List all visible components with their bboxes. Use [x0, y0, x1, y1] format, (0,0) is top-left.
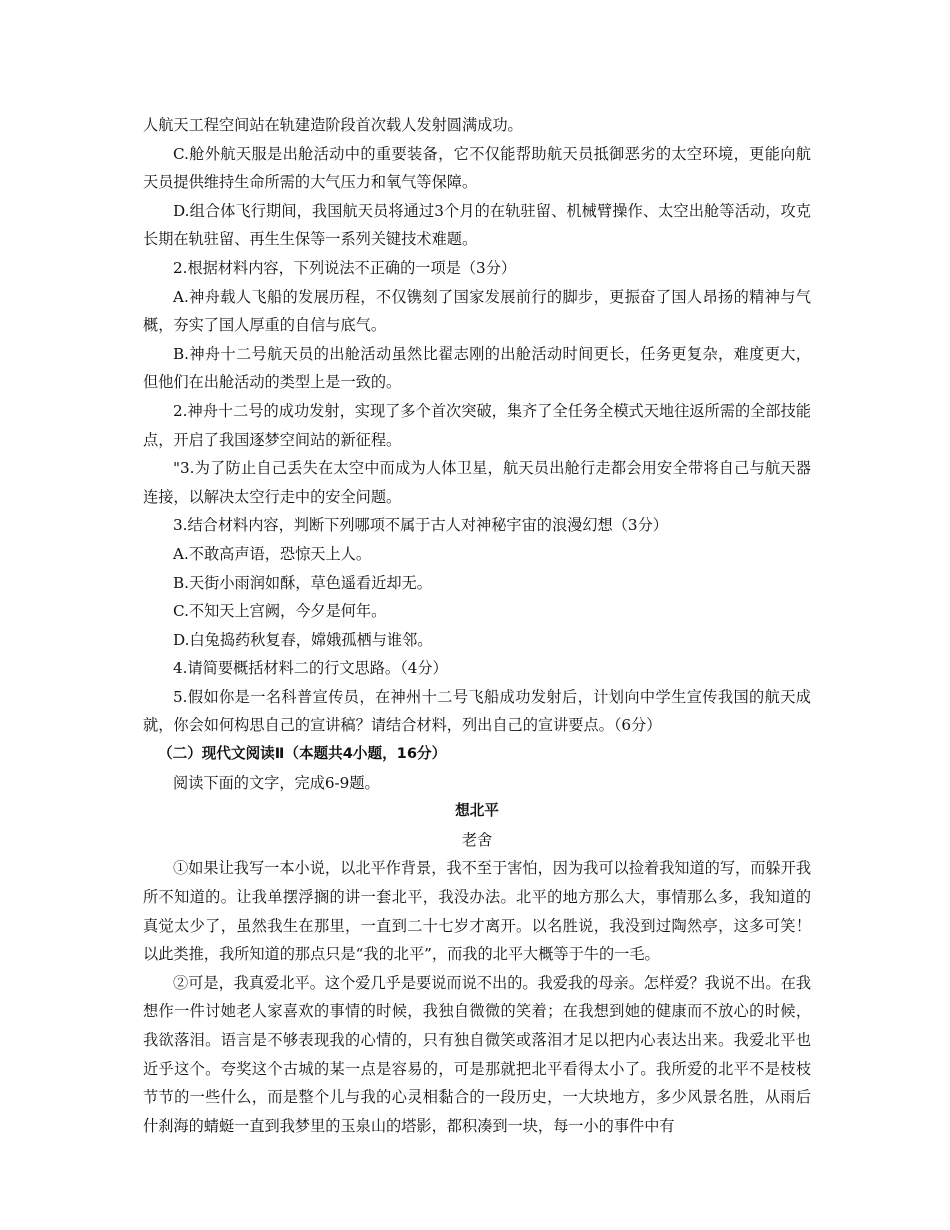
paragraph: D.组合体飞行期间，我国航天员将通过3个月的在轨驻留、机械臂操作、太空出舱等活动，攻克长期在轨驻留、再生生保等一系列关键技术难题。 [143, 201, 811, 249]
paragraph: D.白兔捣药秋复春，嫦娥孤栖与谁邻。 [173, 630, 433, 649]
paragraph: A.不敢高声语，恐惊天上人。 [173, 544, 372, 563]
paragraph: C.舱外航天服是出舱活动中的重要装备，它不仅能帮助航天员抵御恶劣的太空环境，更能向航天员提供维持生命所需的大气压力和氧气等保障。 [143, 144, 811, 192]
paragraph: A.神舟载人飞船的发展历程，不仅镌刻了国家发展前行的脚步，更振奋了国人昂扬的精神与气概，夯实了国人厚重的自信与底气。 [143, 287, 811, 335]
paragraph: C.不知天上宫阙，今夕是何年。 [173, 602, 387, 621]
paragraph: B.天街小雨润如酥，草色遥看近却无。 [173, 573, 432, 592]
document-body [143, 111, 811, 1140]
paragraph: ②可是，我真爱北平。这个爱几乎是要说而说不出的。我爱我的母亲。怎样爱？我说不出。在我想作一件讨她老人家喜欢的事情的时候，我独自微微的笑着；在我想到她的健康而不放心的时候，我欲落泪。语言是不够表现我的心情的，只有独自微笑或落泪才足以把内心表达出来。我爱北平也近乎这个。夸奖这个古城的某一点是容易的，可是那就把北平看得太小了。我所爱的北平不是枝枝节节的一些什么，而是整个儿与我的心灵相黏合的一段历史，一大块地方，多少风景名胜，从雨后什刹海的蜻蜓一直到我梦里的玉泉山的塔影，都积凑到一块，每一小的事件中有 [143, 973, 811, 1135]
section-heading: （二）现代文阅读Ⅱ（本题共4小题，16分） [158, 745, 447, 763]
paragraph: 5.假如你是一名科普宣传员，在神州十二号飞船成功发射后，计划向中学生宣传我国的航天成就，你会如何构思自己的宣讲稿？请结合材料，列出自己的宣讲要点。（6分） [143, 687, 811, 735]
paragraph: "3.为了防止自己丢失在太空中而成为人体卫星，航天员出舱行走都会用安全带将自己与航天器连接，以解决太空行走中的安全问题。 [143, 459, 811, 506]
paragraph: 阅读下面的文字，完成6-9题。 [173, 773, 380, 792]
paragraph: 2.神舟十二号的成功发射，实现了多个首次突破，集齐了全任务全模式天地往返所需的全部技能点，开启了我国逐梦空间站的新征程。 [143, 401, 811, 449]
paragraph: 3.结合材料内容，判断下列哪项不属于古人对神秘宇宙的浪漫幻想（3分） [173, 516, 668, 535]
paragraph: B.神舟十二号航天员的出舱活动虽然比翟志刚的出舱活动时间更长，任务更复杂，难度更大，但他们在出舱活动的类型上是一致的。 [143, 344, 811, 392]
paragraph: 人航天工程空间站在轨建造阶段首次载人发射圆满成功。 [143, 116, 523, 134]
paragraph: 2.根据材料内容，下列说法不正确的一项是（3分） [173, 258, 517, 277]
paragraph: 4.请简要概括材料二的行文思路。（4分） [173, 659, 448, 678]
article-author: 老舍 [461, 830, 493, 849]
paragraph: ①如果让我写一本小说，以北平作背景，我不至于害怕，因为我可以捡着我知道的写，而躲开我所不知道的。让我单摆浮搁的讲一套北平，我没办法。北平的地方那么大，事情那么多，我知道的真觉太少了，虽然我生在那里，一直到二十七岁才离开。以名胜说，我没到过陶然亭，这多可笑！以此类推，我所知道的那点只是“我的北平”，而我的北平大概等于牛的一毛。 [143, 859, 811, 964]
article-title: 想北平 [455, 802, 499, 820]
